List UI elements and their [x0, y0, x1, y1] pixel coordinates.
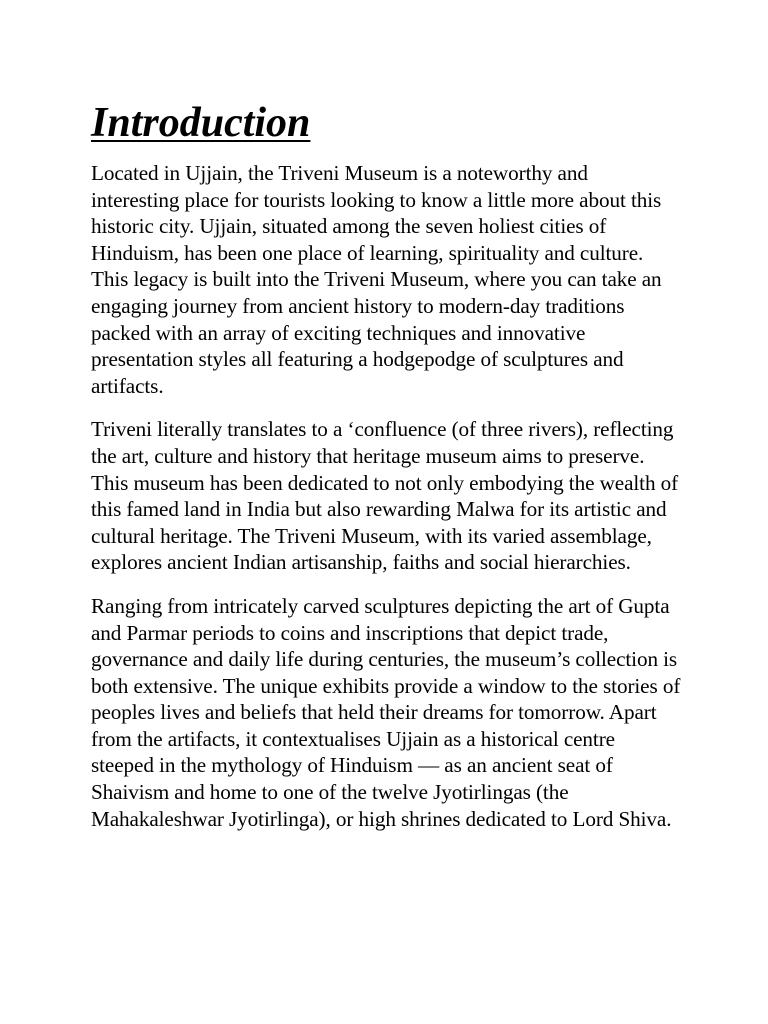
- paragraph-3: Ranging from intricately carved sculptures depicting the art of Gupta and Parmar periods to coins and inscriptions that depict trade, governance and daily life during centuries, the museum’s collection is both extensive. The unique exhibits provide a window to the stories of peoples lives and beliefs that held their dreams for tomorrow. Apart from the artifacts, it contextualises Ujjain as a historical centre steeped in the mythology of Hinduism — as an ancient seat of Shaivism and home to one of the twelve Jyotirlingas (the Mahakaleshwar Jyotirlinga), or high shrines dedicated to Lord Shiva.: [91, 593, 681, 831]
- document-page: [91, 97, 681, 849]
- paragraph-1: Located in Ujjain, the Triveni Museum is a noteworthy and interesting place for tourists looking to know a little more about this historic city. Ujjain, situated among the seven holiest cities of Hinduism, has been one place of learning, spirituality and culture. This legacy is built into the Triveni Museum, where you can take an engaging journey from ancient history to modern-day traditions packed with an array of exciting techniques and innovative presentation styles all featuring a hodgepodge of sculptures and artifacts.: [91, 161, 662, 398]
- paragraph-2: Triveni literally translates to a ‘confluence (of three rivers), reflecting the art, culture and history that heritage museum aims to preserve. This museum has been dedicated to not only embodying the wealth of this famed land in India but also rewarding Malwa for its artistic and cultural heritage. The Triveni Museum, with its varied assemblage, explores ancient Indian artisanship, faiths and social hierarchies.: [91, 417, 679, 575]
- page-title: Introduction: [91, 100, 311, 146]
